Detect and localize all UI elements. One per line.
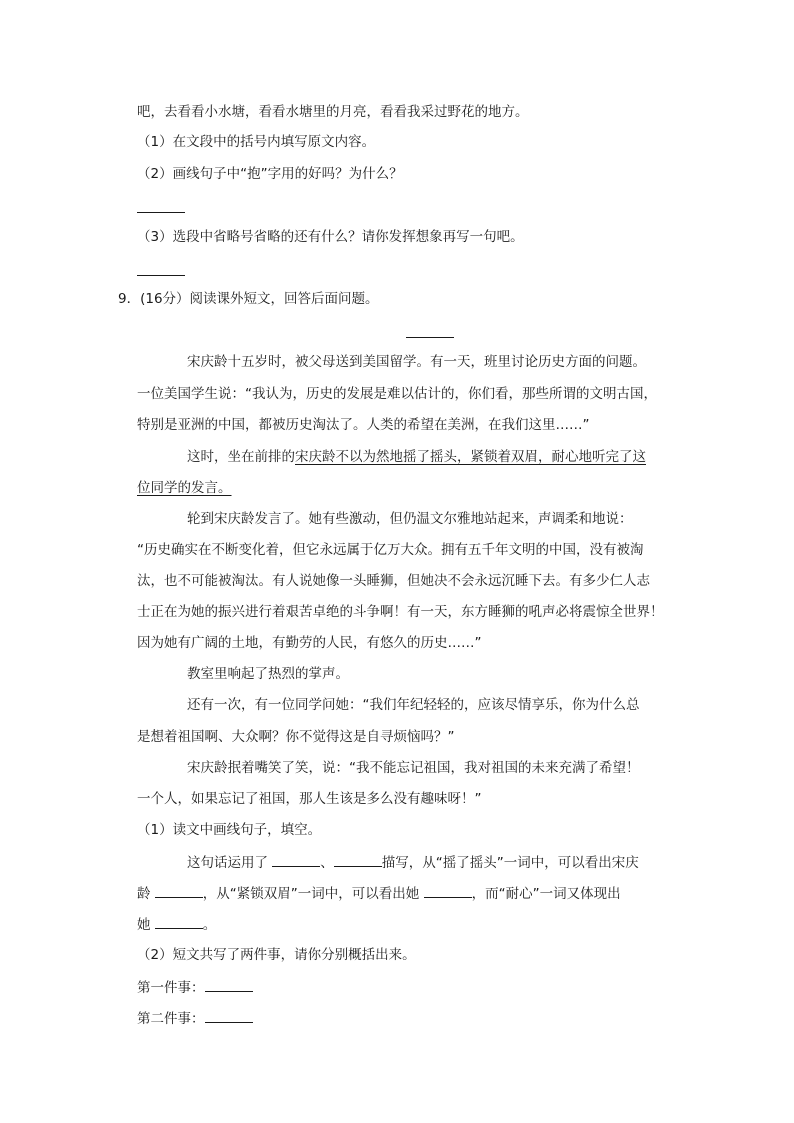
answer-blank[interactable] — [424, 883, 472, 898]
answer-blank[interactable] — [155, 883, 203, 898]
passage-closing-line: 吧，去看看小水塘，看看水塘里的月亮，看看我采过野花的地方。 — [137, 104, 529, 120]
fill-text: 龄 — [137, 886, 151, 902]
second-event-line — [137, 1008, 253, 1029]
answer-blank-8-2[interactable] — [137, 198, 185, 219]
fill-line3 — [137, 914, 216, 935]
question-9-1: （1）读文中画线句子，填空。 — [137, 822, 322, 838]
fill-text: 这句话运用了 — [187, 855, 268, 871]
para1-line3: 特别是亚洲的中国，都被历史淘汰了。人类的希望在美洲，在我们这里……” — [137, 417, 590, 433]
para1-line1: 宋庆龄十五岁时，被父母送到美国留学。有一天，班里讨论历史方面的问题。 — [187, 354, 646, 370]
para2-line1 — [187, 447, 646, 467]
answer-blank[interactable] — [272, 852, 320, 867]
fill-line1 — [187, 852, 639, 873]
para4: 教室里响起了热烈的掌声。 — [187, 666, 349, 682]
underlined-sentence-end: 位同学的发言。 — [137, 480, 232, 496]
para3-line1: 轮到宋庆龄发言了。她有些激动，但仍温文尔雅地站起来，声调柔和地说： — [187, 511, 633, 527]
fill-line2 — [137, 883, 621, 904]
question-9-2: （2）短文共写了两件事，请你分别概括出来。 — [137, 947, 416, 963]
question-8-3: （3）选段中省略号省略的还有什么？请你发挥想象再写一句吧。 — [137, 229, 524, 245]
para2-text: 这时，坐在前排的 — [187, 449, 295, 465]
fill-text: ，从“紧锁双眉”一词中，可以看出她 — [202, 886, 420, 902]
first-event-blank[interactable] — [205, 977, 253, 992]
question-8-2: （2）画线句子中“抱”字用的好吗？为什么？ — [137, 166, 403, 182]
fill-text: ，而“耐心”一词又体现出 — [471, 886, 621, 902]
para6-line2: 一个人，如果忘记了祖国，那人生该是多么没有趣味呀！” — [137, 791, 482, 807]
second-event-label: 第二件事： — [137, 1011, 205, 1027]
para5-line1: 还有一次，有一位同学问她：“我们年纪轻轻的，应该尽情享乐，你为什么总 — [187, 697, 640, 713]
title-blank[interactable] — [406, 323, 454, 344]
first-event-label: 第一件事： — [137, 980, 205, 996]
para1-line2: 一位美国学生说：“我认为，历史的发展是难以估计的，你们看，那些所谓的文明古国， — [137, 386, 657, 402]
para3-line4: 士正在为她的振兴进行着艰苦卓绝的斗争啊！有一天，东方睡狮的吼声必将震惊全世界！ — [137, 604, 664, 620]
question-9-heading: 9．(16分）阅读课外短文，回答后面问题。 — [118, 291, 379, 307]
para3-line2: “历史确实在不断变化着，但它永远属于亿万大众。拥有五千年文明的中国，没有被淘 — [137, 542, 644, 558]
answer-blank-8-3[interactable] — [137, 261, 185, 282]
para5-line2: 是想着祖国啊、大众啊？你不觉得这是自寻烦恼吗？” — [137, 729, 455, 745]
second-event-blank[interactable] — [205, 1008, 253, 1023]
first-event-line — [137, 977, 253, 998]
fill-text: 她 — [137, 917, 151, 933]
fill-text: 、 — [320, 855, 334, 871]
para3-line3: 汰，也不可能被淘汰。有人说她像一头睡狮，但她决不会永远沉睡下去。有多少仁人志 — [137, 573, 650, 589]
para6-line1: 宋庆龄抿着嘴笑了笑，说：“我不能忘记祖国，我对祖国的未来充满了希望！ — [187, 760, 640, 776]
underlined-sentence: 宋庆龄不以为然地摇了摇头，紧锁着双眉，耐心地听完了这 — [295, 449, 646, 465]
answer-blank[interactable] — [334, 852, 382, 867]
para2-line2 — [137, 478, 232, 498]
fill-text: 描写，从“摇了摇头”一词中，可以看出宋庆 — [381, 855, 639, 871]
question-8-1: （1）在文段中的括号内填写原文内容。 — [137, 134, 376, 150]
answer-blank[interactable] — [155, 914, 203, 929]
fill-text: 。 — [202, 917, 217, 933]
para3-line5: 因为她有广阔的土地，有勤劳的人民，有悠久的历史……” — [137, 635, 482, 651]
